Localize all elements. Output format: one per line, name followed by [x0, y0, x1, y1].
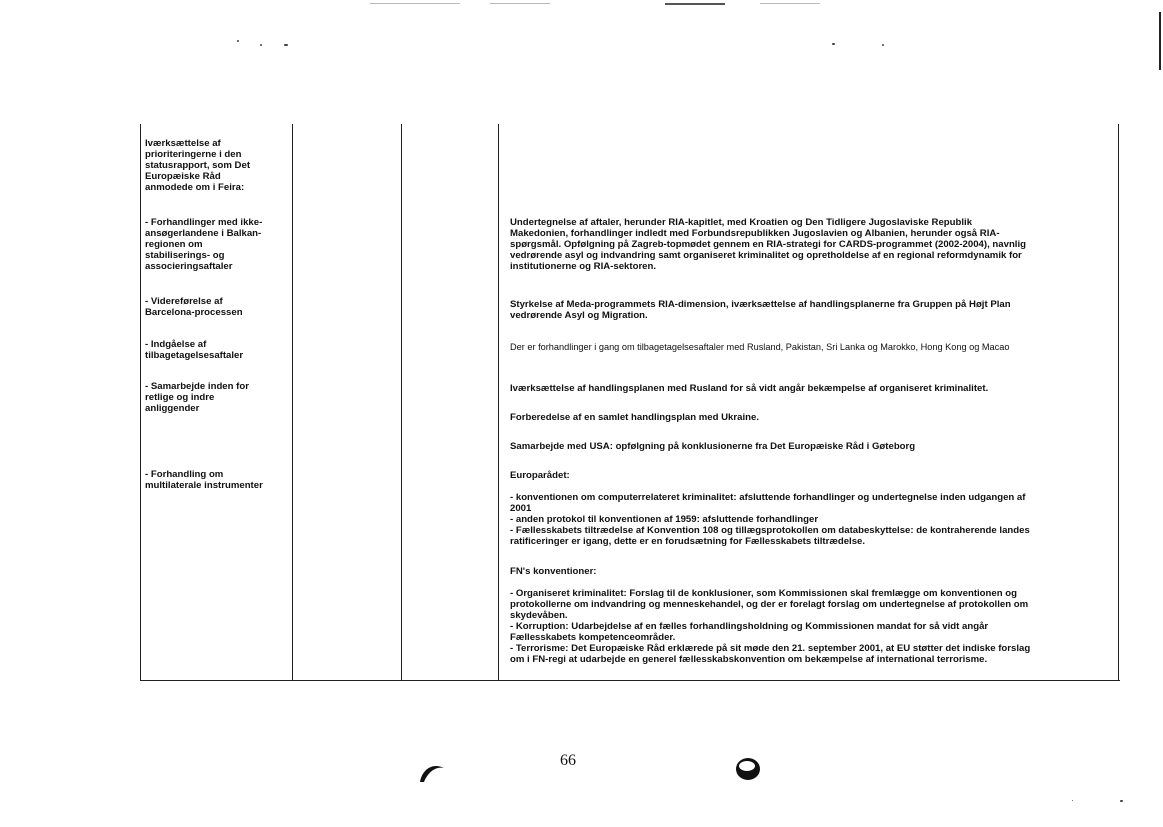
- column-divider: [292, 124, 293, 680]
- text-line: associeringsaftaler: [145, 261, 233, 272]
- scan-artifact-line: [665, 3, 725, 5]
- right-ukraine-text: [510, 412, 1120, 423]
- left-heading: [145, 138, 290, 193]
- column-divider: [140, 124, 141, 680]
- text-line: Europarådet:: [510, 470, 570, 481]
- text-line: - Forhandlinger med ikke-: [145, 217, 263, 228]
- scan-artifact-line: [370, 3, 460, 4]
- text-line: retlige og indre: [145, 392, 215, 403]
- left-item-readmission: [145, 339, 290, 361]
- text-line: - Korruption: Udarbejdelse af en fælles forhandlingsholdning og Kommissionen mandat for så vidt angår: [510, 621, 989, 632]
- right-russia-text: [510, 383, 1120, 394]
- scan-speck: [1120, 800, 1123, 802]
- text-line: Fællesskabets kompetenceområder.: [510, 632, 676, 643]
- text-line: Makedonien, forhandlinger indledt med Forbundsrepublikken Jugoslavien og Albanien, herunder også RIA-: [510, 228, 1000, 239]
- scan-speck: [1072, 800, 1073, 801]
- text-line: - Fællesskabets tiltrædelse af Konvention 108 og tillægsprotokollen om databeskyttelse: de kontraherende landes: [510, 525, 1030, 536]
- text-line: protokollerne om indvandring og menneskehandel, og der er forelagt forslag om undertegnelse af protokollen om: [510, 599, 1029, 610]
- text-line: Der er forhandlinger i gang om tilbagetagelsesaftaler med Rusland, Pakistan, Sri Lanka og Marokko, Hong Kong og Macao: [510, 342, 1010, 352]
- scan-artifact-line: [490, 3, 550, 4]
- text-line: Forberedelse af en samlet handlingsplan med Ukraine.: [510, 412, 759, 423]
- right-barcelona-text: [510, 299, 1120, 321]
- right-un-heading: [510, 566, 1120, 577]
- text-line: - Samarbejde inden for: [145, 381, 249, 392]
- left-item-multilateral: [145, 469, 290, 491]
- left-item-balkan: [145, 217, 290, 272]
- text-line: stabiliserings- og: [145, 250, 225, 261]
- scan-speck: [284, 44, 288, 46]
- text-line: ratificeringer er igang, dette er en forudsætning for Fællesskabets tiltrædelse.: [510, 536, 866, 547]
- scan-speck: [260, 44, 262, 46]
- right-usa-text: [510, 441, 1120, 452]
- text-line: regionen om: [145, 239, 203, 250]
- text-line: vedrørende Asyl og Migration.: [510, 310, 648, 321]
- right-un-items: [510, 588, 1120, 665]
- page-number: 66: [560, 752, 576, 769]
- text-line: - konventionen om computerrelateret kriminalitet: afsluttende forhandlinger og undertegnelse inden udgangen af: [510, 492, 1026, 503]
- text-line: - Organiseret kriminalitet: Forslag til de konklusioner, som Kommissionen skal fremlægge om konventionen og: [510, 588, 1017, 599]
- text-line: - Indgåelse af: [145, 339, 207, 350]
- right-coe-heading: [510, 470, 1120, 481]
- text-line: - Forhandling om: [145, 469, 224, 480]
- left-item-justice-home-affairs: [145, 381, 290, 414]
- scan-edge-mark: [1159, 12, 1161, 70]
- text-line: - Videreførelse af: [145, 296, 223, 307]
- right-coe-items: [510, 492, 1120, 547]
- column-divider: [401, 124, 402, 680]
- text-line: - Terrorisme: Det Europæiske Råd erklærede på sit møde den 21. september 2001, at EU støtter det indiske forslag: [510, 643, 1031, 654]
- text-line: 2001: [510, 503, 532, 514]
- text-line: FN's konventioner:: [510, 566, 597, 577]
- text-line: spørgsmål. Opfølgning på Zagreb-topmødet gennem en RIA-strategi for CARDS-programmet (2002-2004), navnlig: [510, 239, 1026, 250]
- text-line: Undertegnelse af aftaler, herunder RIA-kapitlet, med Kroatien og Den Tidligere Jugoslaviske Republik: [510, 217, 973, 228]
- left-item-barcelona: [145, 296, 290, 318]
- text-line: tilbagetagelsesaftaler: [145, 350, 244, 361]
- text-line: Barcelona-processen: [145, 307, 243, 318]
- text-line: vedrørende asyl og indvandring samt organiseret kriminalitet og opretholdelse af en regional reformdynamik for: [510, 250, 1022, 261]
- text-line: Europæiske Råd: [145, 171, 221, 182]
- text-line: om i FN-regi at udarbejde en generel fællesskabskonvention om bekæmpelse af international terrorisme.: [510, 654, 988, 665]
- right-balkan-text: [510, 217, 1120, 272]
- text-line: anliggender: [145, 403, 200, 414]
- text-line: institutionerne og RIA-sektoren.: [510, 261, 657, 272]
- text-line: prioriteringerne i den: [145, 149, 242, 160]
- scan-speck: [832, 43, 835, 45]
- text-line: skydevåben.: [510, 610, 568, 621]
- text-line: Iværksættelse af handlingsplanen med Rusland for så vidt angår bekæmpelse af organiseret kriminalitet.: [510, 383, 989, 394]
- text-line: ansøgerlandene i Balkan-: [145, 228, 262, 239]
- punch-hole-mark-right: [734, 756, 762, 782]
- column-divider: [498, 124, 499, 680]
- text-line: Styrkelse af Meda-programmets RIA-dimension, iværksættelse af handlingsplanerne fra Gruppen på Højt Plan: [510, 299, 1011, 310]
- right-readmission-text: [510, 342, 1120, 353]
- punch-hole-mark-left: [418, 760, 446, 784]
- scan-speck: [237, 40, 239, 42]
- text-line: multilaterale instrumenter: [145, 480, 263, 491]
- text-line: - anden protokol til konventionen af 1959: afsluttende forhandlinger: [510, 514, 819, 525]
- text-line: Iværksættelse af: [145, 138, 221, 149]
- scan-artifact-line: [760, 3, 820, 4]
- text-line: statusrapport, som Det: [145, 160, 251, 171]
- text-line: Samarbejde med USA: opfølgning på konklusionerne fra Det Europæiske Råd i Gøteborg: [510, 441, 916, 452]
- scan-speck: [882, 44, 884, 46]
- text-line: anmodede om i Feira:: [145, 182, 245, 193]
